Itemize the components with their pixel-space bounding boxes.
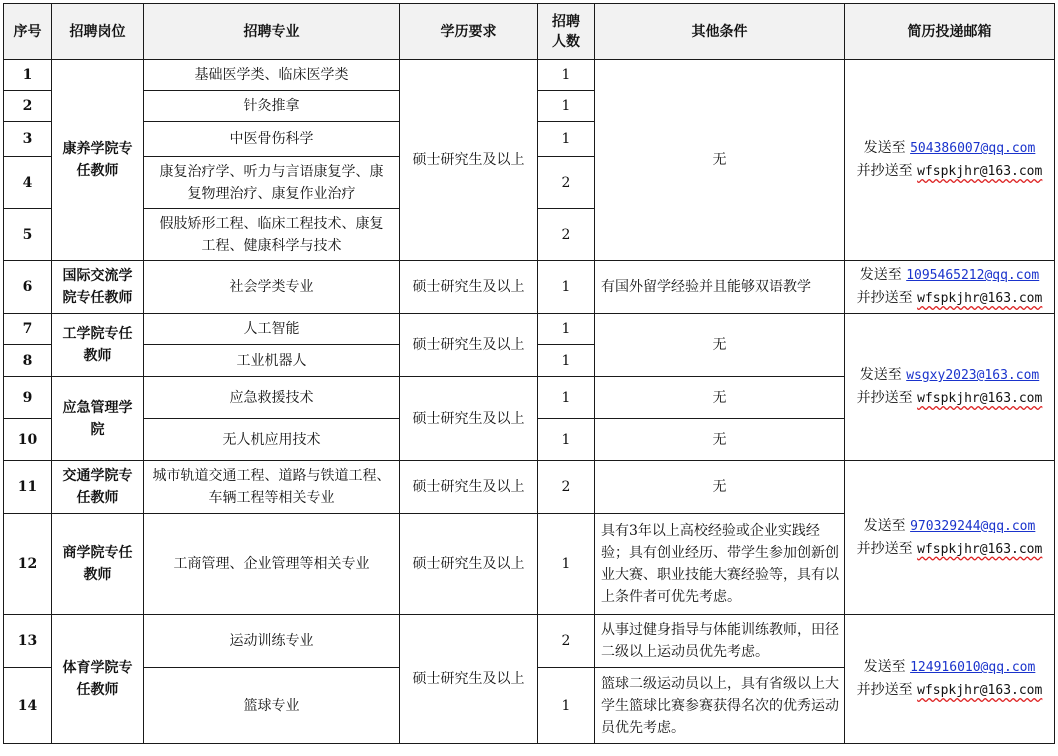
cc-line bbox=[849, 287, 1050, 310]
table-row bbox=[4, 60, 1055, 91]
major-cell: 康复治疗学、听力与言语康复学、康复物理治疗、康复作业治疗 bbox=[144, 157, 400, 209]
count-cell: 1 bbox=[538, 314, 595, 345]
email-cell-kangyang bbox=[845, 60, 1055, 261]
position-tiyu: 体育学院专任教师 bbox=[52, 615, 144, 744]
email-cell-shang bbox=[845, 461, 1055, 615]
row-number: 13 bbox=[4, 615, 52, 668]
header-education: 学历要求 bbox=[400, 4, 538, 60]
conditions-cell: 有国外留学经验并且能够双语教学 bbox=[595, 261, 845, 314]
count-cell: 1 bbox=[538, 345, 595, 377]
header-email: 简历投递邮箱 bbox=[845, 4, 1055, 60]
recruitment-table bbox=[3, 3, 1055, 744]
table-row bbox=[4, 461, 1055, 514]
send-line bbox=[849, 515, 1050, 538]
email-cell-tiyu bbox=[845, 615, 1055, 744]
row-number: 6 bbox=[4, 261, 52, 314]
table-row bbox=[4, 314, 1055, 345]
header-seq: 序号 bbox=[4, 4, 52, 60]
email-cell-guoji bbox=[845, 261, 1055, 314]
major-cell: 假肢矫形工程、临床工程技术、康复工程、健康科学与技术 bbox=[144, 209, 400, 261]
major-cell: 无人机应用技术 bbox=[144, 419, 400, 461]
major-cell: 工业机器人 bbox=[144, 345, 400, 377]
count-cell: 2 bbox=[538, 615, 595, 668]
cc-email[interactable]: wfspkjhr@163.com bbox=[917, 291, 1043, 306]
recruitment-table-container bbox=[3, 3, 1055, 744]
email-link[interactable]: 124916010@qq.com bbox=[910, 660, 1036, 675]
send-prefix: 发送至 bbox=[863, 140, 911, 156]
header-major: 招聘专业 bbox=[144, 4, 400, 60]
row-number: 9 bbox=[4, 377, 52, 419]
education-cell: 硕士研究生及以上 bbox=[400, 461, 538, 514]
row-number: 1 bbox=[4, 60, 52, 91]
header-row bbox=[4, 4, 1055, 60]
position-yingji: 应急管理学院 bbox=[52, 377, 144, 461]
row-number: 4 bbox=[4, 157, 52, 209]
send-prefix: 发送至 bbox=[863, 659, 911, 675]
major-cell: 社会学类专业 bbox=[144, 261, 400, 314]
cc-line bbox=[849, 160, 1050, 183]
education-cell: 硕士研究生及以上 bbox=[400, 377, 538, 461]
row-number: 11 bbox=[4, 461, 52, 514]
row-number: 14 bbox=[4, 668, 52, 744]
major-cell: 人工智能 bbox=[144, 314, 400, 345]
count-cell: 1 bbox=[538, 122, 595, 157]
conditions-cell: 无 bbox=[595, 419, 845, 461]
count-cell: 1 bbox=[538, 60, 595, 91]
row-number: 3 bbox=[4, 122, 52, 157]
education-cell: 硕士研究生及以上 bbox=[400, 60, 538, 261]
cc-line bbox=[849, 387, 1050, 410]
row-number: 8 bbox=[4, 345, 52, 377]
row-number: 10 bbox=[4, 419, 52, 461]
count-cell: 2 bbox=[538, 461, 595, 514]
row-number: 7 bbox=[4, 314, 52, 345]
cc-prefix: 并抄送至 bbox=[856, 390, 918, 406]
conditions-cell: 具有3年以上高校经验或企业实践经验；具有创业经历、带学生参加创新创业大赛、职业技能大赛经验等，具有以上条件者可优先考虑。 bbox=[595, 514, 845, 615]
cc-prefix: 并抄送至 bbox=[856, 290, 918, 306]
count-cell: 2 bbox=[538, 209, 595, 261]
position-kangyang: 康养学院专任教师 bbox=[52, 60, 144, 261]
cc-line bbox=[849, 679, 1050, 702]
major-cell: 城市轨道交通工程、道路与铁道工程、车辆工程等相关专业 bbox=[144, 461, 400, 514]
count-cell: 1 bbox=[538, 261, 595, 314]
header-position: 招聘岗位 bbox=[52, 4, 144, 60]
email-link[interactable]: wsgxy2023@163.com bbox=[906, 368, 1040, 383]
position-gongxue: 工学院专任教师 bbox=[52, 314, 144, 377]
conditions-cell: 无 bbox=[595, 461, 845, 514]
table-row bbox=[4, 615, 1055, 668]
education-cell: 硕士研究生及以上 bbox=[400, 514, 538, 615]
major-cell: 针灸推拿 bbox=[144, 91, 400, 122]
header-conditions: 其他条件 bbox=[595, 4, 845, 60]
header-count: 招聘人数 bbox=[538, 4, 595, 60]
cc-email[interactable]: wfspkjhr@163.com bbox=[917, 683, 1043, 698]
count-cell: 1 bbox=[538, 419, 595, 461]
cc-prefix: 并抄送至 bbox=[856, 682, 918, 698]
email-cell-gongxue bbox=[845, 314, 1055, 461]
cc-email[interactable]: wfspkjhr@163.com bbox=[917, 391, 1043, 406]
education-cell: 硕士研究生及以上 bbox=[400, 261, 538, 314]
cc-email[interactable]: wfspkjhr@163.com bbox=[917, 164, 1043, 179]
row-number: 12 bbox=[4, 514, 52, 615]
send-line bbox=[849, 137, 1050, 160]
conditions-cell: 无 bbox=[595, 314, 845, 377]
email-link[interactable]: 1095465212@qq.com bbox=[906, 268, 1040, 283]
send-prefix: 发送至 bbox=[859, 367, 907, 383]
cc-email[interactable]: wfspkjhr@163.com bbox=[917, 541, 1043, 557]
major-cell: 篮球专业 bbox=[144, 668, 400, 744]
conditions-cell: 从事过健身指导与体能训练教师，田径二级以上运动员优先考虑。 bbox=[595, 615, 845, 668]
count-cell: 1 bbox=[538, 514, 595, 615]
major-cell: 运动训练专业 bbox=[144, 615, 400, 668]
position-jiaotong: 交通学院专任教师 bbox=[52, 461, 144, 514]
count-cell: 1 bbox=[538, 91, 595, 122]
row-number: 5 bbox=[4, 209, 52, 261]
count-cell: 1 bbox=[538, 377, 595, 419]
send-prefix: 发送至 bbox=[859, 267, 907, 283]
cc-line bbox=[849, 538, 1050, 561]
conditions-cell: 无 bbox=[595, 377, 845, 419]
row-number: 2 bbox=[4, 91, 52, 122]
position-shang: 商学院专任教师 bbox=[52, 514, 144, 615]
major-cell: 基础医学类、临床医学类 bbox=[144, 60, 400, 91]
major-cell: 中医骨伤科学 bbox=[144, 122, 400, 157]
education-cell: 硕士研究生及以上 bbox=[400, 314, 538, 377]
count-cell: 2 bbox=[538, 157, 595, 209]
table-row bbox=[4, 261, 1055, 314]
email-link[interactable]: 504386007@qq.com bbox=[910, 141, 1036, 156]
major-cell: 应急救援技术 bbox=[144, 377, 400, 419]
position-guoji: 国际交流学院专任教师 bbox=[52, 261, 144, 314]
education-cell: 硕士研究生及以上 bbox=[400, 615, 538, 744]
count-cell: 1 bbox=[538, 668, 595, 744]
send-prefix: 发送至 bbox=[863, 517, 911, 534]
cc-prefix: 并抄送至 bbox=[856, 163, 918, 179]
send-line bbox=[849, 264, 1050, 287]
email-link[interactable]: 970329244@qq.com bbox=[910, 518, 1036, 534]
conditions-cell: 无 bbox=[595, 60, 845, 261]
send-line bbox=[849, 656, 1050, 679]
send-line bbox=[849, 364, 1050, 387]
cc-prefix: 并抄送至 bbox=[856, 540, 918, 557]
major-cell: 工商管理、企业管理等相关专业 bbox=[144, 514, 400, 615]
conditions-cell: 篮球二级运动员以上，具有省级以上大学生篮球比赛参赛获得名次的优秀运动员优先考虑。 bbox=[595, 668, 845, 744]
